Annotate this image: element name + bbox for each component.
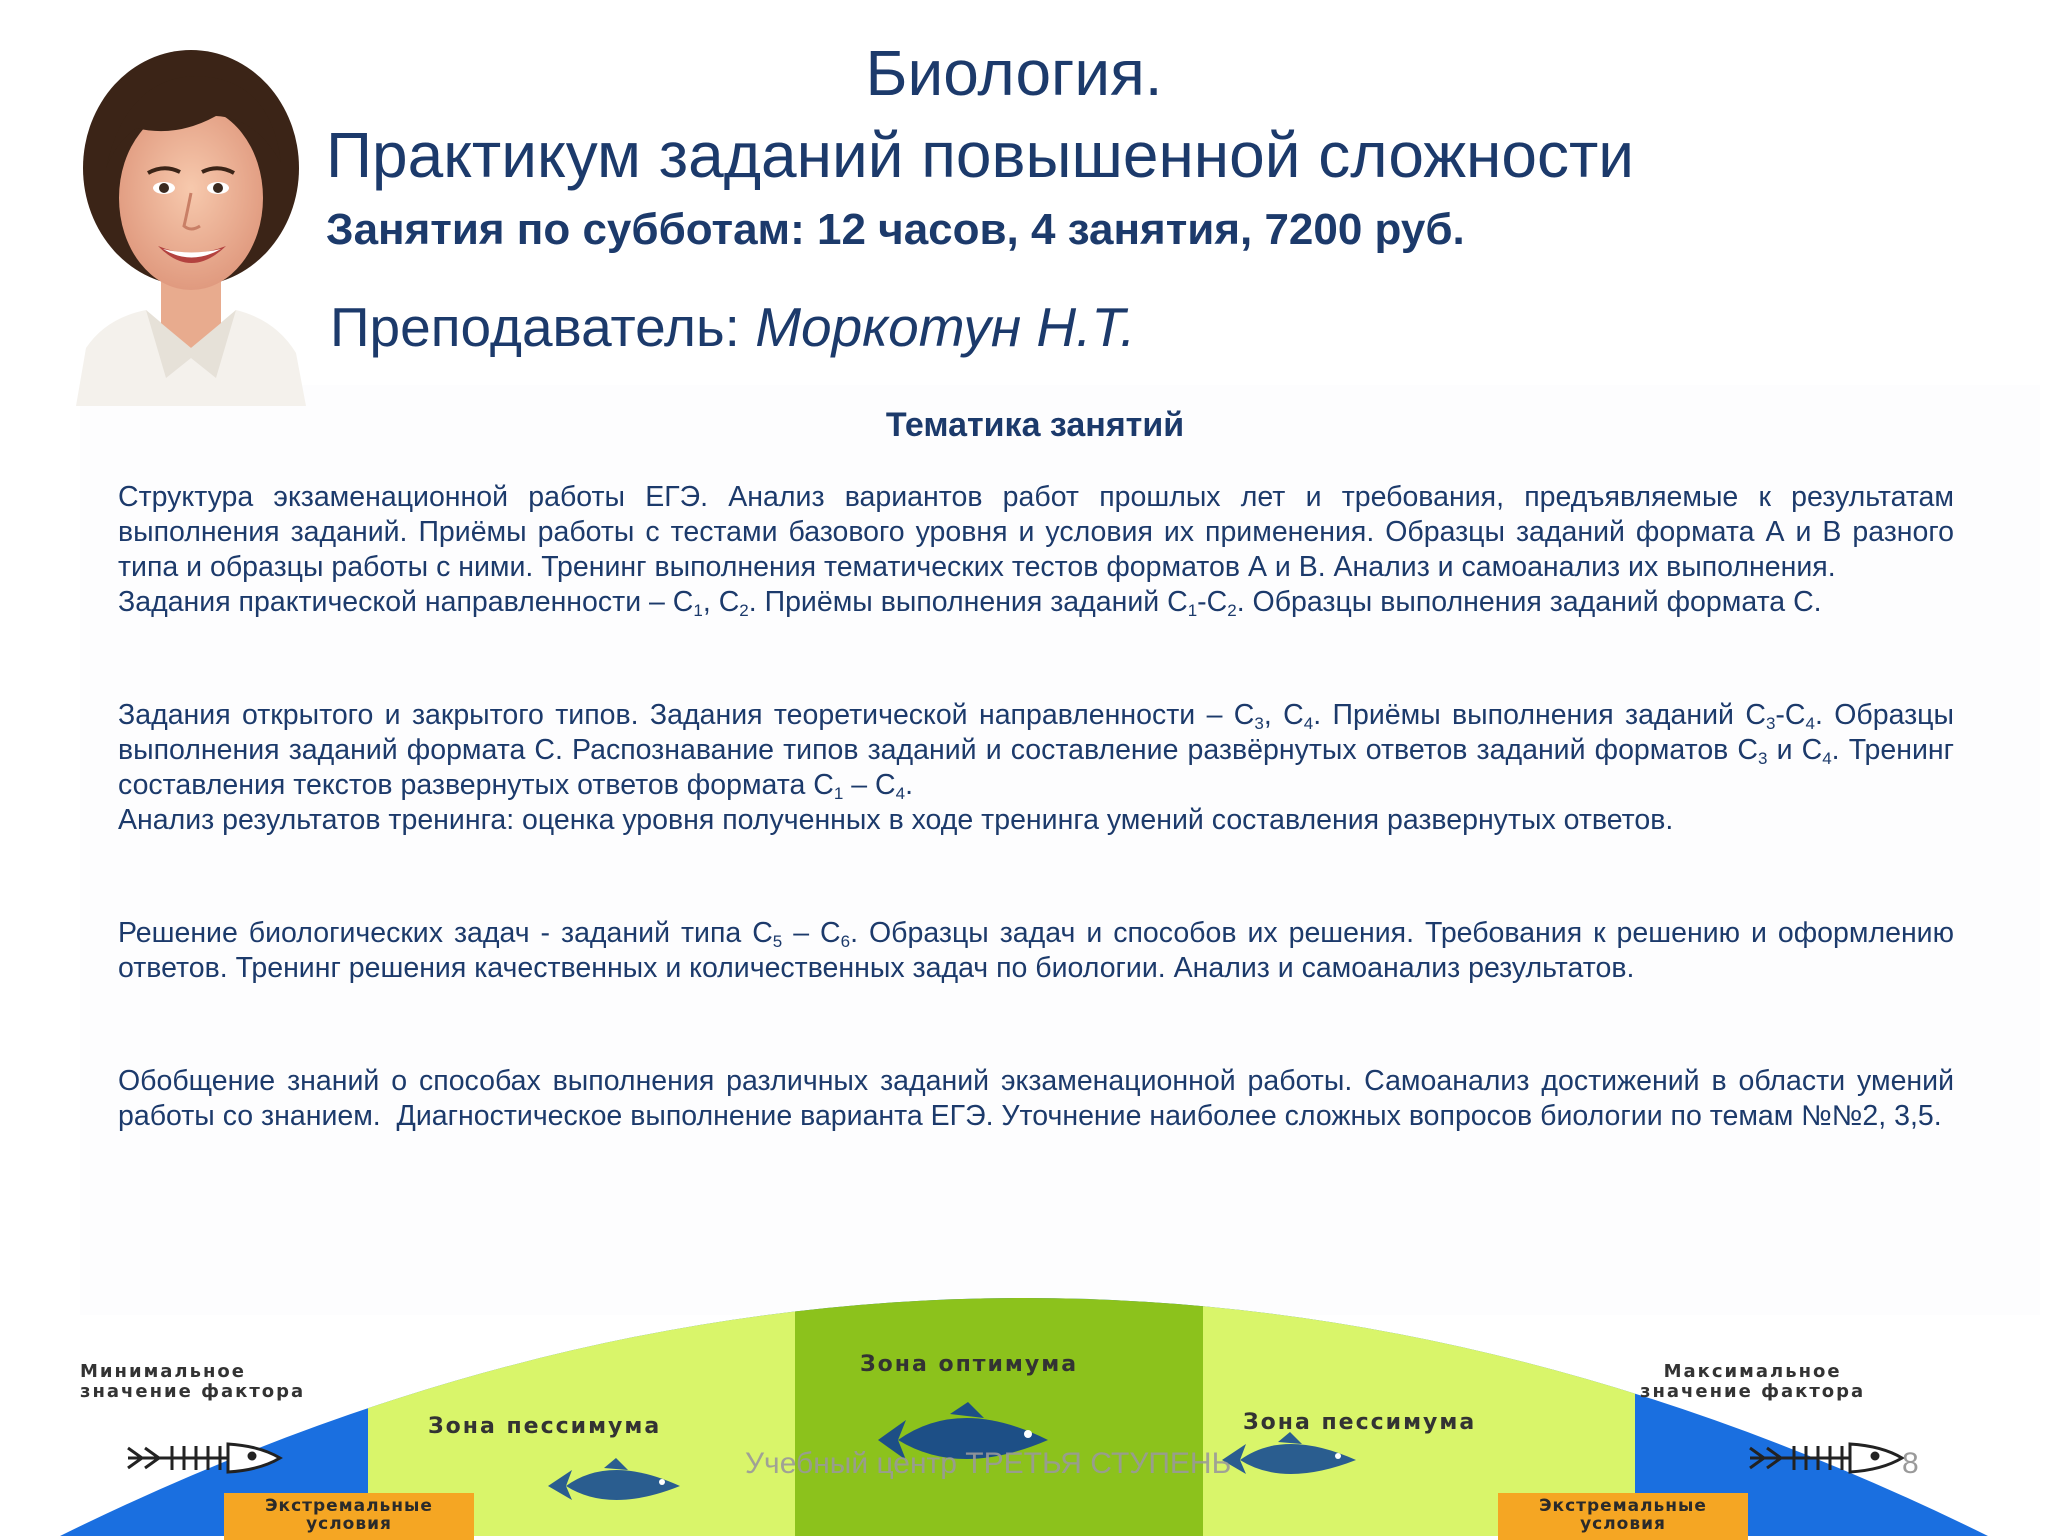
fish-skeleton-left-icon <box>128 1444 280 1472</box>
pessimum-zone-right-label: Зона пессимума <box>1243 1410 1477 1435</box>
schedule-info: Занятия по субботам: 12 часов, 4 занятия, 7200 руб. <box>326 205 1465 254</box>
teacher-info <box>330 295 1135 359</box>
max-factor-label: Максимальное значение фактора <box>1640 1361 1866 1402</box>
topic-paragraph: Обобщение знаний о способах выполнения различных заданий экзаменационной работы. Самоанализ достижений в области умений работы со знанием. Диагностическое выполнение варианта ЕГЭ. Уточнение наиболее сложных вопросов биологии по темам №№2, 3,5. <box>118 1065 1954 1132</box>
optimum-zone-label: Зона оптимума <box>860 1352 1079 1377</box>
teacher-label: Преподаватель: <box>330 296 740 358</box>
extreme-conditions-left-badge: Экстремальные условия <box>224 1493 474 1540</box>
page-number: 8 <box>1902 1447 1919 1480</box>
page-title: Биология. <box>865 37 1163 109</box>
topic-paragraph: Структура экзаменационной работы ЕГЭ. Анализ вариантов работ прошлых лет и требования, предъявляемые к результатам выполнения заданий. Приёмы работы с тестами базового уровня и условия их применения. Образцы заданий формата А и В разного типа и образцы работы с ними. Тренинг выполнения тематических тестов форматов А и В. Анализ и самоанализ их выполнения. <box>118 481 1954 583</box>
page-subtitle: Практикум заданий повышенной сложности <box>326 119 1634 191</box>
topic-paragraph: Задания открытого и закрытого типов. Задания теоретической направленности – $С_3$, $С_4$. Приёмы выполнения заданий $С_3-С_4$. Образцы выполнения заданий формата С. Распознавание типов заданий и составление развёрнутых ответов заданий форматов $С_3$ и $С_4$. Тренинг составления текстов развернутых ответов формата $С_1 - С_4$. <box>118 699 1954 803</box>
topics-content <box>118 480 1954 1134</box>
min-factor-label: Минимальное значение фактора <box>80 1361 306 1402</box>
topic-paragraph: Решение биологических задач - заданий типа $С_5 - С_6$. Образцы задач и способов их решения. Требования к решению и оформлению ответов. Тренинг решения качественных и количественных задач по биологии. Анализ и самоанализ результатов. <box>118 917 1954 984</box>
extreme-conditions-right-badge: Экстремальные условия <box>1498 1493 1748 1540</box>
topics-heading: Тематика занятий <box>885 406 1185 444</box>
footer-text: Учебный центр ТРЕТЬЯ СТУПЕНЬ <box>745 1447 1232 1480</box>
topic-paragraph: Анализ результатов тренинга: оценка уровня полученных в ходе тренинга умений составления развернутых ответов. <box>118 804 1674 836</box>
zone-optimum <box>795 1290 1203 1536</box>
teacher-name: Моркотун Н.Т. <box>755 296 1136 358</box>
pessimum-zone-left-label: Зона пессимума <box>428 1414 662 1439</box>
topic-paragraph: Задания практической направленности – $С_1$, $С_2$. Приёмы выполнения заданий $С_1-С_2$. Образцы выполнения заданий формата С. <box>118 586 1822 620</box>
